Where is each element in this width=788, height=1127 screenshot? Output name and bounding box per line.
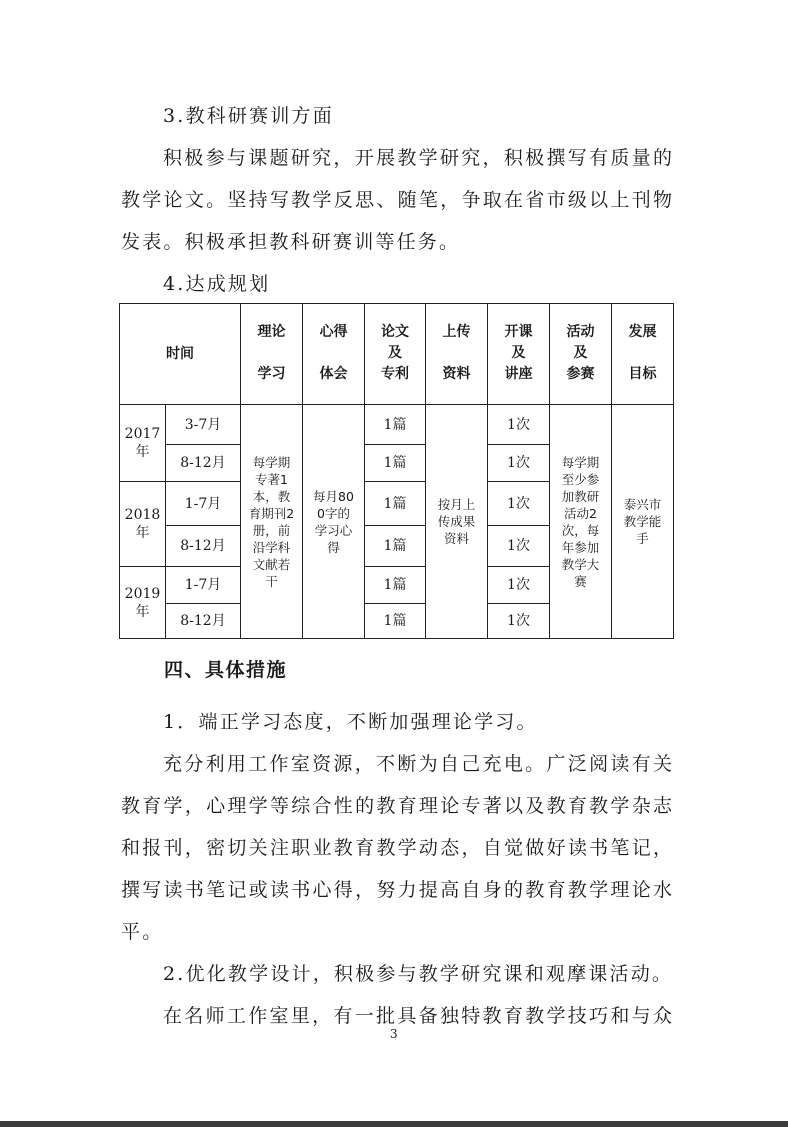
experience-plan-cell: 每月800字的学习心得 (303, 405, 365, 639)
paragraph-line: 在名师工作室里，有一批具备独特教育教学技巧和与众 (163, 1005, 672, 1027)
goal-cell: 泰兴市教学能手 (612, 405, 674, 639)
period-cell: 3-7月 (166, 405, 241, 445)
measure-1-heading: 1．端正学习态度，不断加强理论学习。 (163, 711, 538, 733)
paragraph-line: 撰写读书笔记或读书心得，努力提高自身的教育教学理论水 (121, 879, 672, 901)
section-4-heading: 4.达成规划 (163, 273, 271, 295)
header-activities: 活动 及 参赛 (550, 304, 612, 405)
header-lectures: 开课 及 讲座 (488, 304, 550, 405)
lecture-cell: 1次 (488, 567, 550, 604)
page-bottom-bar (0, 1121, 788, 1127)
measure-2-heading: 2.优化教学设计，积极参与教学研究课和观摩课活动。 (163, 963, 674, 985)
header-theory: 理论 学习 (241, 304, 303, 405)
year-cell: 2017 年 (120, 405, 166, 482)
paper-cell: 1篇 (365, 526, 426, 567)
paragraph-line: 教学论文。坚持写教学反思、随笔，争取在省市级以上刊物 (121, 189, 672, 211)
year-cell: 2019 年 (120, 567, 166, 639)
paper-cell: 1篇 (365, 604, 426, 639)
lecture-cell: 1次 (488, 445, 550, 482)
paragraph-line: 和报刊，密切关注职业教育教学动态，自觉做好读书笔记， (121, 837, 672, 859)
lecture-cell: 1次 (488, 482, 550, 526)
lecture-cell: 1次 (488, 405, 550, 445)
period-cell: 8-12月 (166, 445, 241, 482)
paragraph-line: 平。 (121, 921, 164, 943)
table-row (120, 405, 674, 445)
activity-plan-cell: 每学期至少参加教研活动2次，每年参加教学大赛 (550, 405, 612, 639)
header-upload: 上传 资料 (426, 304, 488, 405)
paragraph-line: 充分利用工作室资源，不断为自己充电。广泛阅读有关 (163, 753, 672, 775)
header-time: 时间 (120, 304, 241, 405)
plan-table (119, 303, 674, 639)
period-cell: 8-12月 (166, 604, 241, 639)
paragraph-line: 教育学，心理学等综合性的教育理论专著以及教育教学杂志 (121, 795, 672, 817)
upload-plan-cell: 按月上传成果资料 (426, 405, 488, 639)
page-number: 3 (390, 1027, 398, 1041)
lecture-cell: 1次 (488, 526, 550, 567)
period-cell: 1-7月 (166, 482, 241, 526)
period-cell: 8-12月 (166, 526, 241, 567)
lecture-cell: 1次 (488, 604, 550, 639)
year-cell: 2018 年 (120, 482, 166, 567)
measures-heading: 四、具体措施 (164, 659, 288, 681)
paragraph-line: 积极参与课题研究，开展教学研究，积极撰写有质量的 (163, 147, 672, 169)
header-experience: 心得 体会 (303, 304, 365, 405)
header-papers: 论文 及 专利 (365, 304, 426, 405)
theory-plan-cell: 每学期专著1本，教育期刊2册，前沿学科文献若干 (241, 405, 303, 639)
paragraph-line: 发表。积极承担教科研赛训等任务。 (121, 231, 461, 253)
paper-cell: 1篇 (365, 405, 426, 445)
paper-cell: 1篇 (365, 482, 426, 526)
period-cell: 1-7月 (166, 567, 241, 604)
paper-cell: 1篇 (365, 567, 426, 604)
section-3-heading: 3.教科研赛训方面 (163, 105, 334, 127)
header-goal: 发展 目标 (612, 304, 674, 405)
paper-cell: 1篇 (365, 445, 426, 482)
